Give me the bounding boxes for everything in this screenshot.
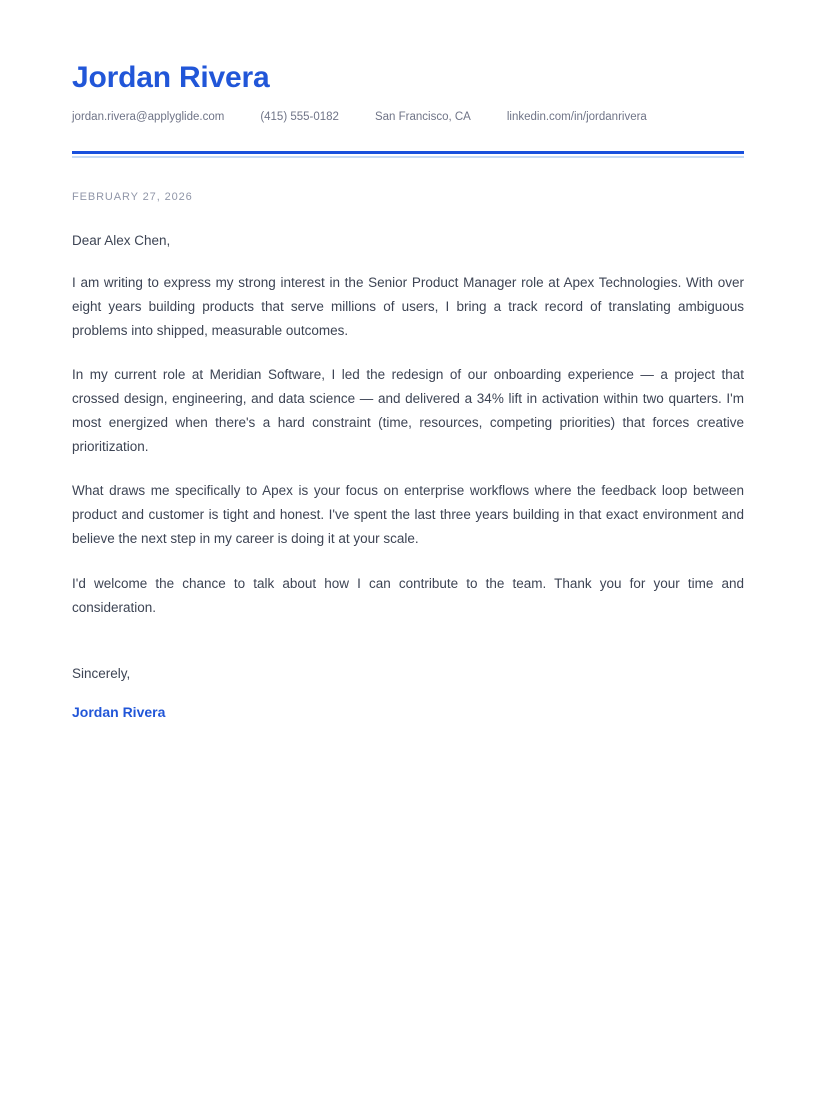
header-divider — [72, 151, 744, 158]
contact-location: San Francisco, CA — [374, 111, 471, 123]
page-title: Jordan Rivera — [72, 61, 270, 94]
letter-signature: Jordan Rivera — [72, 703, 166, 720]
letter-paragraph-2: In my current role at Meridian Software, I led the redesign of our onboarding experience — a project that crossed design, engineering, and data science — and delivered a 34% lift in activation within two quarters. I'm most energized when there's a hard constraint (time, resources, competing priorities) that forces creative prioritization. — [72, 367, 744, 455]
contact-phone[interactable]: (415) 555-0182 — [260, 111, 339, 123]
contact-info-line — [72, 109, 744, 125]
contact-linkedin[interactable]: linkedin.com/in/jordanrivera — [506, 111, 647, 123]
letter-salutation: Dear Alex Chen, — [72, 233, 171, 249]
contact-email[interactable]: jordan.rivera@applyglide.com — [72, 111, 225, 123]
letterhead — [72, 56, 744, 125]
divider-rule-secondary — [72, 156, 744, 158]
letter-paragraph-3: What draws me specifically to Apex is your focus on enterprise workflows where the feedback loop between product and customer is tight and honest. I've spent the last three years building in that exact environment and believe the next step in my career is doing it at your scale. — [72, 483, 744, 547]
letter-date: FEBRUARY 27, 2026 — [72, 191, 193, 204]
letter-paragraph-1: I am writing to express my strong interest in the Senior Product Manager role at Apex Technologies. With over eight years building products that serve millions of users, I bring a track record of translating ambiguous problems into shipped, measurable outcomes. — [72, 275, 744, 339]
letter-closing: Sincerely, — [72, 665, 131, 681]
letter-paragraph-4: I'd welcome the chance to talk about how I can contribute to the team. Thank you for your time and consideration. — [72, 575, 744, 615]
